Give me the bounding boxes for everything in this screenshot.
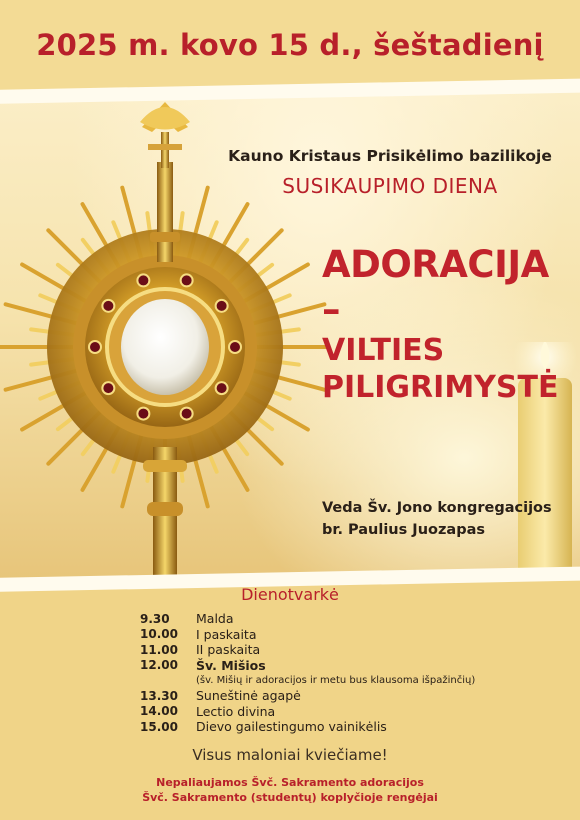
event-headline	[322, 242, 572, 406]
schedule-list	[140, 611, 540, 735]
organizer-line-1: Nepaliaujamos Švč. Sakramento adoracijos	[156, 776, 424, 789]
schedule-time: 12.00	[140, 658, 178, 673]
schedule-time: 11.00	[140, 642, 178, 657]
schedule-item: Dievo gailestingumo vainikėlis	[196, 719, 387, 735]
schedule-row	[140, 642, 540, 658]
organizer-text	[0, 775, 580, 805]
event-leader	[322, 497, 572, 541]
event-date: 2025 m. kovo 15 d., šeštadienį	[36, 28, 544, 62]
headline-line-1: ADORACIJA –	[322, 243, 549, 331]
schedule-time: 15.00	[140, 719, 178, 734]
leader-line-1: Veda Šv. Jono kongregacijos	[322, 500, 552, 516]
schedule-item: Šv. Mišios	[196, 657, 266, 673]
schedule-row	[140, 719, 540, 735]
schedule-row	[140, 658, 540, 674]
schedule-item: Lectio divina	[196, 703, 276, 719]
schedule-time: 10.00	[140, 627, 178, 642]
schedule-time: 9.30	[140, 611, 170, 626]
invite-text: Visus maloniai kviečiame!	[192, 746, 388, 764]
schedule-item: Suneštinė agapė	[196, 688, 301, 704]
leader-line-2: br. Paulius Juozapas	[322, 522, 486, 538]
schedule-item: I paskaita	[196, 626, 257, 642]
schedule-time: 13.30	[140, 688, 178, 703]
schedule-title: Dienotvarkė	[241, 585, 339, 604]
schedule-row	[140, 611, 540, 627]
poster-photo	[0, 92, 580, 580]
schedule-item: Malda	[196, 611, 234, 627]
event-type: SUSIKAUPIMO DIENA	[282, 174, 498, 198]
schedule-row	[140, 704, 540, 720]
monstrance-image	[0, 92, 330, 580]
schedule-note: (šv. Mišių ir adoracijos ir metu bus klausoma išpažinčių)	[196, 675, 476, 686]
schedule-row	[140, 627, 540, 643]
venue-text: Kauno Kristaus Prisikėlimo bazilikoje	[228, 147, 552, 165]
headline-line-3: PILIGRIMYSTĖ	[322, 370, 559, 405]
headline-line-2: VILTIES	[322, 333, 445, 368]
schedule-time: 14.00	[140, 704, 178, 719]
schedule-item: II paskaita	[196, 642, 261, 658]
schedule-row	[140, 688, 540, 704]
organizer-line-2: Švč. Sakramento (studentų) koplyčioje rengėjai	[142, 791, 438, 804]
